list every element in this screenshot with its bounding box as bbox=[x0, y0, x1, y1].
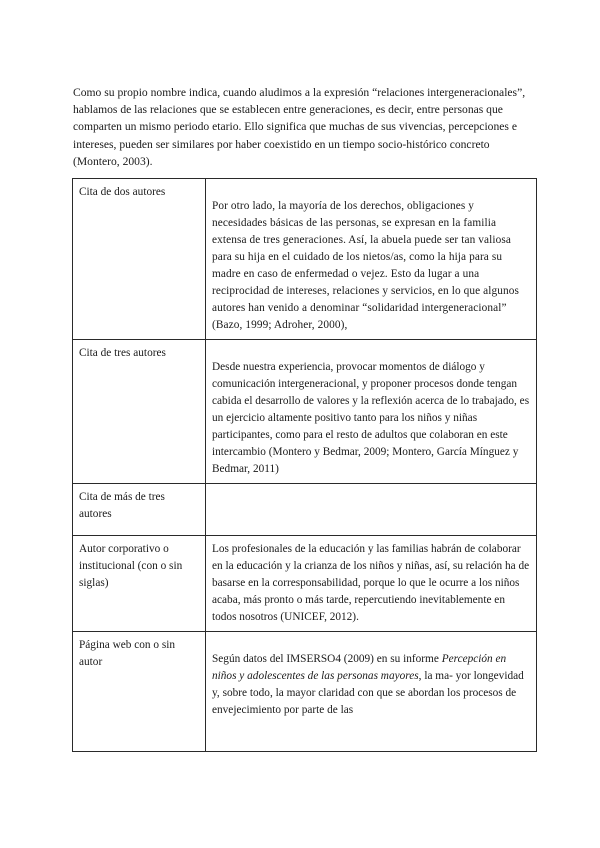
row-text-more-authors bbox=[206, 484, 537, 536]
row-label-web-page: Página web con o sin autor bbox=[73, 632, 206, 752]
table-row bbox=[73, 536, 537, 632]
web-text-after: , la ma- yor longevidad y, sobre todo, la mayor claridad con que se abordan los procesos de envejecimiento por parte de las bbox=[212, 670, 524, 716]
row-label-more-authors: Cita de más de tres autores bbox=[73, 484, 206, 536]
row-label-two-authors: Cita de dos autores bbox=[73, 179, 206, 340]
table-row bbox=[73, 632, 537, 752]
row-text-two-authors: Por otro lado, la mayoría de los derechos, obligaciones y necesidades básicas de las personas, se expresan en la familia extensa de tres generaciones. Así, la abuela puede ser tan valiosa para su hija en el cuidado de los nietos/as, como la hija para su madre en caso de enfermedad o vejez. Esto da lugar a una reciprocidad de intereses, relaciones y servicios, en lo que algunos autores han venido a denominar “solidaridad intergeneracional” (Bazo, 1999; Adroher, 2000), bbox=[206, 179, 537, 340]
web-text-report-title: Percepción en niños y adolescentes de las personas mayores bbox=[212, 653, 507, 682]
table-row bbox=[73, 340, 537, 484]
row-label-corporate-author: Autor corporativo o institucional (con o sin siglas) bbox=[73, 536, 206, 632]
row-text-three-authors: Desde nuestra experiencia, provocar momentos de diálogo y comunicación intergeneracional, y proponer procesos donde tengan cabida el desarrollo de valores y la reflexión acerca de lo trabajado, es un ejercicio altamente positivo tanto para los niños y niñas participantes, como para el resto de adultos que colaboran en este intercambio (Montero y Bedmar, 2009; Montero, García Mínguez y Bedmar, 2011) bbox=[206, 340, 537, 484]
web-text-before: Según datos del IMSERSO4 (2009) en su informe bbox=[212, 653, 442, 665]
row-text-corporate-author: Los profesionales de la educación y las familias habrán de colaborar en la educación y la crianza de los niños y niñas, así, su relación ha de basarse en la corresponsabilidad, porque lo que le ocurre a los niños acaba, más pronto o más tarde, repercutiendo inevitablemente en todos nosotros (UNICEF, 2012). bbox=[206, 536, 537, 632]
citation-examples-table bbox=[72, 178, 537, 752]
intro-paragraph: Como su propio nombre indica, cuando aludimos a la expresión “relaciones intergeneracionales”, hablamos de las relaciones que se establecen entre generaciones, es decir, entre personas que comparten un mismo periodo etario. Ello significa que muchas de sus vivencias, percepciones e intereses, pueden ser similares por haber coexistido en un tiempo socio-histórico concreto (Montero, 2003). bbox=[73, 85, 526, 169]
row-label-three-authors: Cita de tres autores bbox=[73, 340, 206, 484]
table-row bbox=[73, 484, 537, 536]
row-text-web-page bbox=[206, 632, 537, 752]
table-row bbox=[73, 179, 537, 340]
